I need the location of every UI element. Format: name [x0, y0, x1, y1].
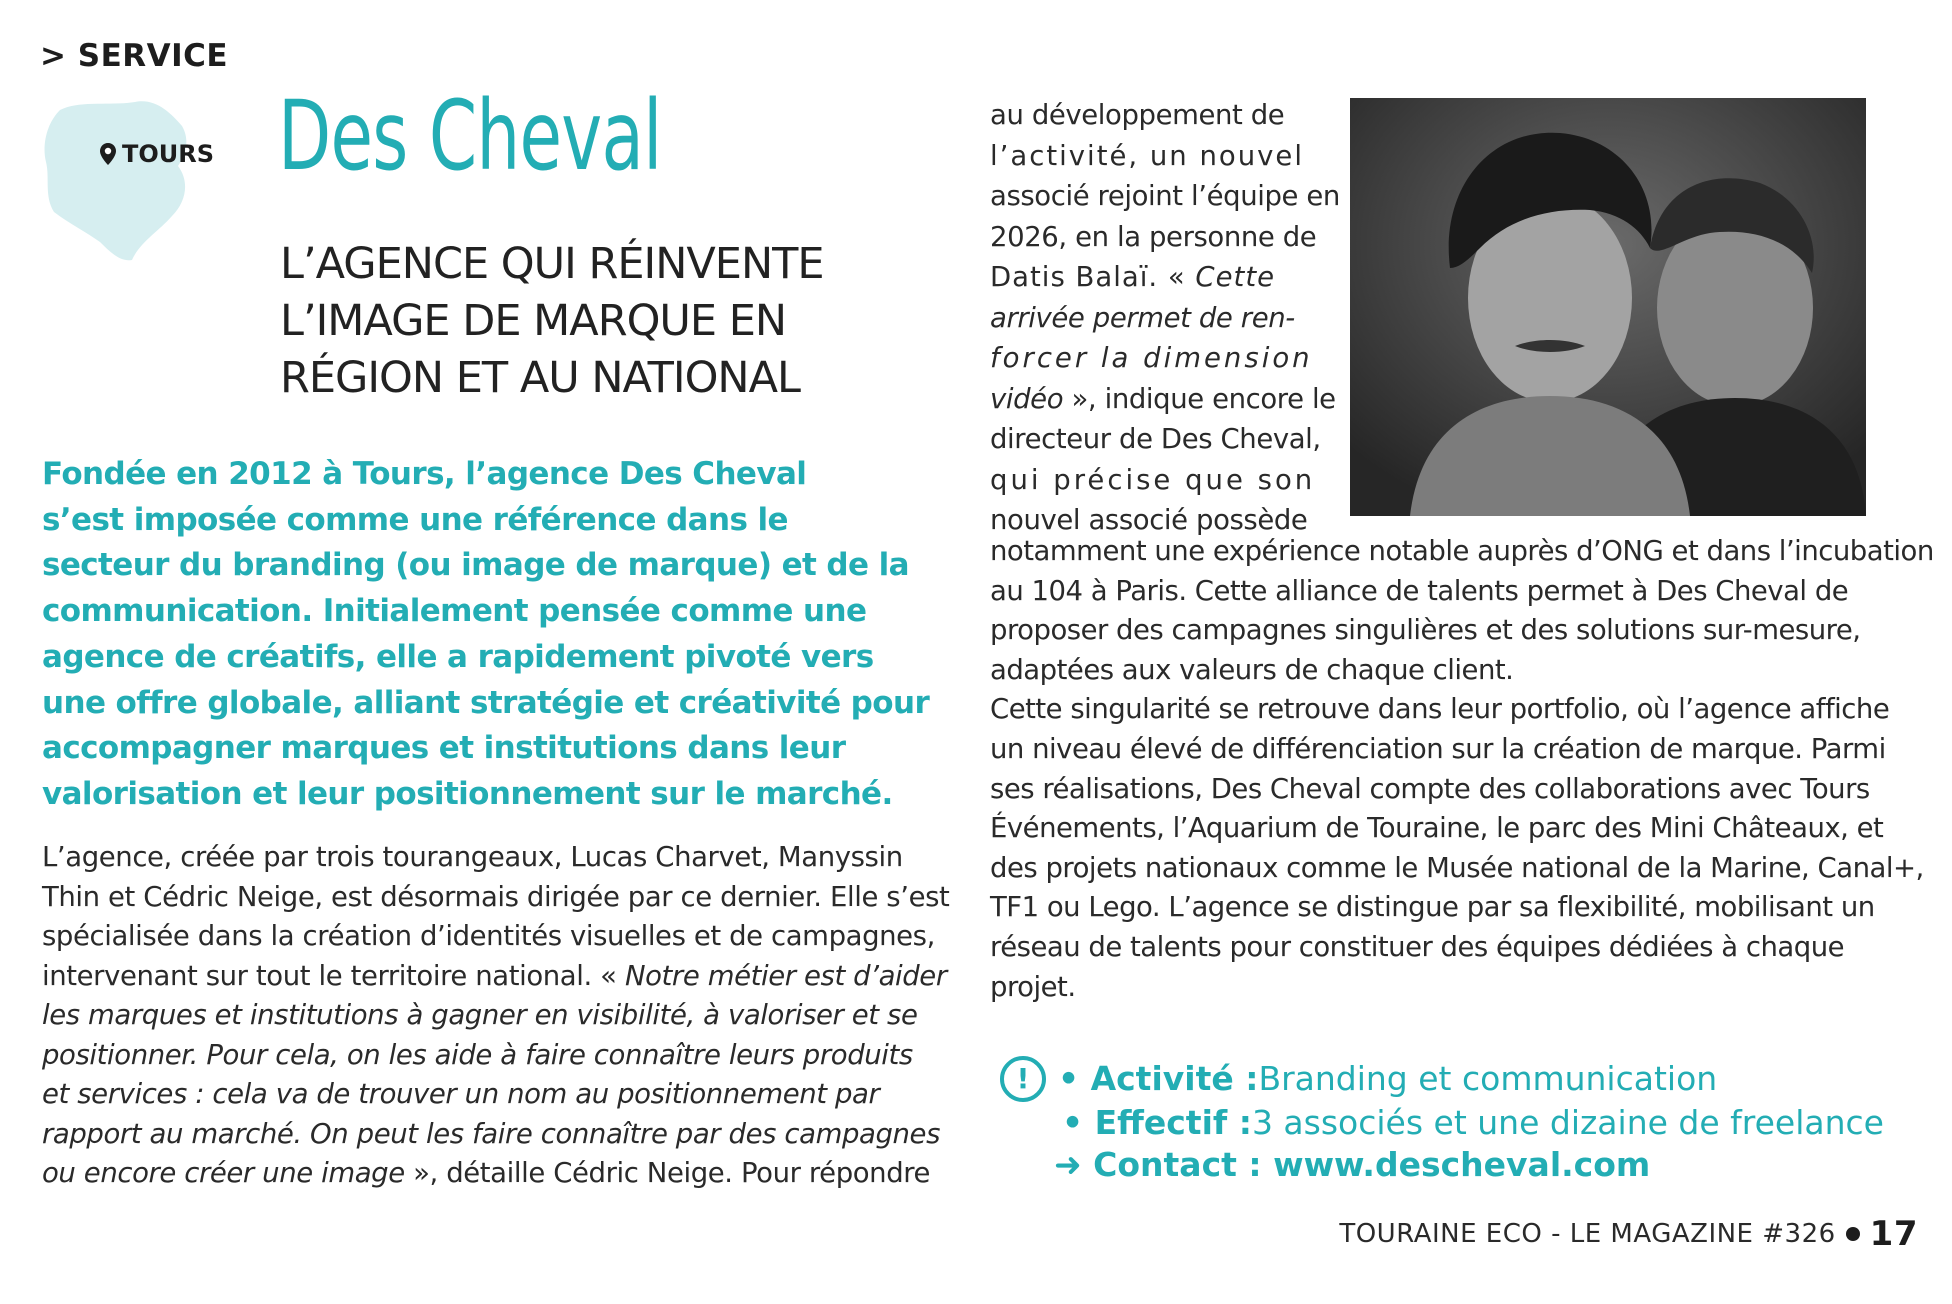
lead-paragraph — [42, 452, 930, 818]
lead-line: communication. Initialement pensée comme une — [42, 593, 867, 630]
article-title: Des Cheval — [278, 80, 662, 192]
quote-text: arrivée permet de ren- — [990, 301, 1295, 334]
body-right-column — [990, 532, 1934, 1007]
body-line — [42, 1036, 922, 1076]
quote-text: Notre métier est d’aider — [624, 959, 947, 992]
body-line — [990, 338, 1320, 379]
body-line: 2026, en la personne de — [990, 220, 1317, 253]
region-map-icon — [40, 92, 210, 272]
contact-link[interactable]: ➜ Contact : www.descheval.com — [1054, 1145, 1651, 1184]
body-line: associé rejoint l’équipe en — [990, 180, 1340, 212]
body-line — [42, 1075, 922, 1115]
page-footer — [1339, 1214, 1918, 1254]
magazine-name: TOURAINE ECO - LE MAGAZINE #326 — [1339, 1219, 1836, 1249]
quote-text: Cette — [1195, 261, 1276, 293]
body-line: L’agence, créée par trois tourangeaux, Lucas Charvet, Manyssin — [42, 841, 903, 873]
quote-text: et services : cela va de trouver un nom au positionnement par — [42, 1078, 880, 1110]
body-line: Thin et Cédric Neige, est désormais dirigée par ce dernier. Elle s’est — [42, 880, 950, 913]
location-label — [98, 140, 214, 168]
body-right-top — [990, 95, 1340, 541]
quote-text: les marques et institutions à gagner en visibilité, à valoriser et se — [42, 999, 918, 1031]
body-line — [42, 957, 947, 997]
body-line: adaptées aux valeurs de chaque client. — [990, 653, 1514, 686]
lead-line: s’est imposée comme une référence dans le — [42, 501, 788, 538]
body-line: au 104 à Paris. Cette alliance de talents permet à Des Cheval de — [990, 574, 1849, 607]
quote-text: vidéo — [990, 382, 1064, 415]
quote-text: ou encore créer une image — [42, 1157, 405, 1189]
subtitle-line: L’AGENCE QUI RÉINVENTE — [280, 239, 824, 289]
portrait-illustration — [1350, 98, 1866, 516]
quote-text: positionner. Pour cela, on les aide à faire connaître leurs produits — [42, 1038, 913, 1071]
lead-line: Fondée en 2012 à Tours, l’agence Des Cheval — [42, 456, 807, 492]
body-line: des projets nationaux comme le Musée national de la Marine, Canal+, — [990, 851, 1924, 884]
lead-line: une offre globale, alliant stratégie et créativité pour — [42, 684, 930, 721]
body-line: directeur de Des Cheval, — [990, 423, 1321, 455]
quote-text: forcer la dimension — [990, 342, 1313, 374]
body-line: spécialisée dans la création d’identités visuelles et de campagnes, — [42, 920, 935, 952]
body-line: un niveau élevé de différenciation sur la création de marque. Parmi — [990, 732, 1886, 765]
lead-line: accompagner marques et institutions dans leur — [42, 730, 846, 767]
body-text: intervenant sur tout le territoire national. « — [42, 959, 625, 992]
staff-value: 3 associés et une dizaine de freelance — [1251, 1103, 1884, 1142]
body-text: Datis Balaï. « — [990, 261, 1196, 293]
body-line — [42, 996, 922, 1036]
activity-label: • Activité : — [1058, 1059, 1259, 1098]
article-subtitle — [280, 236, 920, 407]
activity-value: Branding et communication — [1258, 1059, 1718, 1098]
body-line — [990, 298, 1320, 339]
lead-line: secteur du branding (ou image de marque) et de la — [42, 547, 909, 584]
body-text: », détaille Cédric Neige. Pour répondre — [404, 1157, 931, 1189]
body-line: TF1 ou Lego. L’agence se distingue par sa flexibilité, mobilisant un — [990, 891, 1875, 924]
section-tag: > SERVICE — [40, 38, 229, 74]
subtitle-line: L’IMAGE DE MARQUE EN — [280, 296, 787, 346]
bullet-icon — [1846, 1227, 1860, 1241]
body-line: ses réalisations, Des Cheval compte des collaborations avec Tours — [990, 772, 1870, 805]
body-line: Événements, l’Aquarium de Touraine, le parc des Mini Châteaux, et — [990, 812, 1884, 845]
body-text: », indique encore le — [1063, 382, 1336, 415]
info-activity — [1000, 1056, 1880, 1102]
body-line: nouvel associé possède — [990, 504, 1308, 536]
exclamation-icon: ! — [1000, 1056, 1046, 1102]
info-box — [1000, 1056, 1884, 1186]
page-number: 17 — [1869, 1214, 1918, 1254]
body-line: notamment une expérience notable auprès d’ONG et dans l’incubation — [990, 535, 1934, 567]
body-line: qui précise que son — [990, 463, 1316, 496]
body-line: proposer des campagnes singulières et des solutions sur-mesure, — [990, 614, 1861, 647]
body-line: l’activité, un nouvel — [990, 139, 1304, 172]
body-line: réseau de talents pour constituer des équipes dédiées à chaque — [990, 930, 1845, 963]
location-pin-icon — [98, 142, 118, 166]
body-left-column — [42, 838, 950, 1194]
body-line: projet. — [990, 970, 1076, 1003]
body-line — [42, 1154, 931, 1194]
body-line: Cette singularité se retrouve dans leur portfolio, où l’agence affiche — [990, 693, 1890, 726]
subtitle-line: RÉGION ET AU NATIONAL — [280, 353, 800, 403]
lead-line: valorisation et leur positionnement sur le marché. — [42, 775, 893, 812]
body-line: au développement de — [990, 99, 1285, 131]
info-staff — [1000, 1102, 1884, 1144]
info-contact — [1000, 1144, 1880, 1186]
body-line — [42, 1115, 941, 1155]
lead-line: agence de créatifs, elle a rapidement pivoté vers — [42, 638, 874, 675]
body-line — [990, 379, 1336, 420]
quote-text: rapport au marché. On peut les faire connaître par des campagnes — [42, 1117, 941, 1150]
staff-label: • Effectif : — [1062, 1103, 1252, 1142]
body-line — [990, 257, 1320, 298]
portrait-photo — [1350, 98, 1866, 516]
location-text: TOURS — [122, 140, 215, 168]
